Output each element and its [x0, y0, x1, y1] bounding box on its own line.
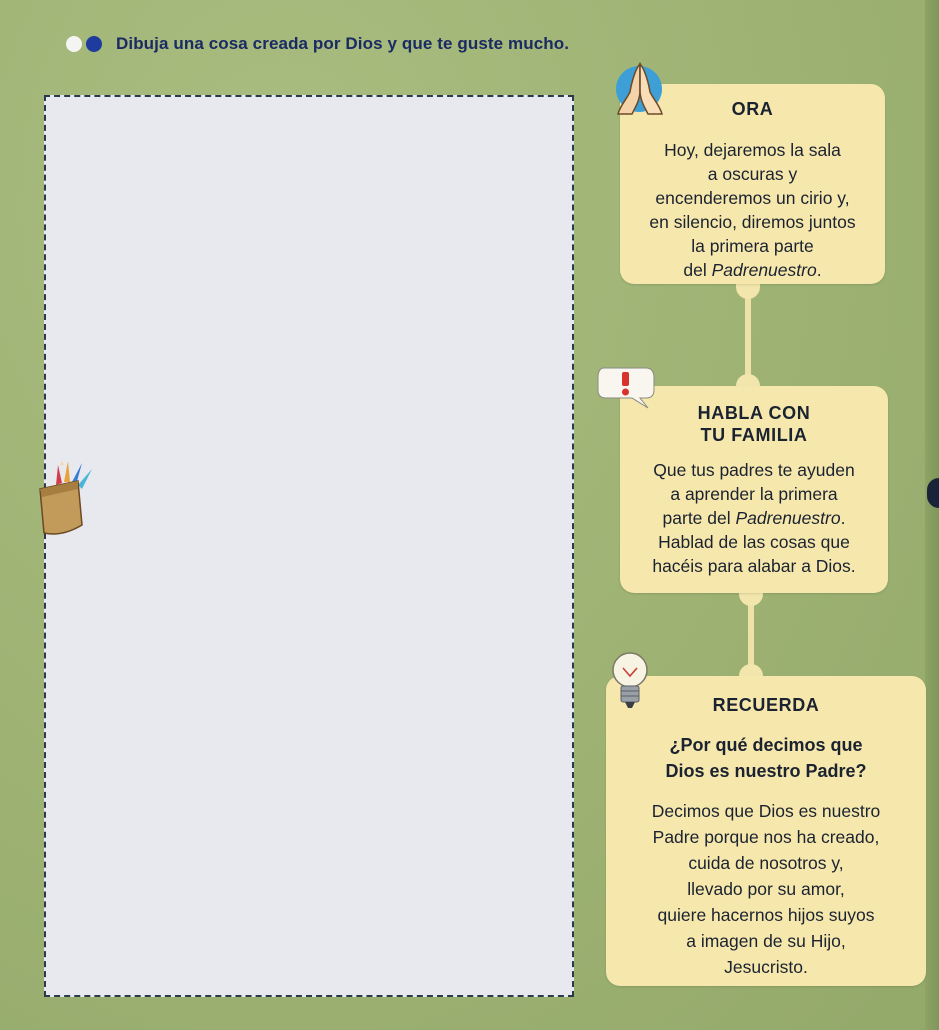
pencil-cup-icon [32, 455, 102, 540]
recuerda-body [606, 798, 926, 980]
recuerda-question-line: Dios es nuestro Padre? [665, 761, 867, 781]
habla-title-line: TU FAMILIA [700, 425, 808, 445]
recuerda-title: RECUERDA [712, 695, 820, 715]
ora-line: a oscuras y [707, 164, 798, 184]
recuerda-line: a imagen de su Hijo, [686, 931, 846, 951]
page-edge [925, 0, 939, 1030]
bullet-dot-white-icon [66, 36, 82, 52]
ora-line: la primera parte [691, 236, 814, 256]
recuerda-line: cuida de nosotros y, [688, 853, 844, 873]
habla-line: Que tus padres te ayuden [653, 460, 855, 480]
connector-knob [736, 283, 760, 299]
ora-line: del Padrenuestro. [683, 260, 822, 280]
recuerda-card [606, 676, 926, 986]
habla-line: Hablad de las cosas que [658, 532, 850, 552]
instruction-text: Dibuja una cosa creada por Dios y que te guste mucho. [116, 34, 570, 53]
praying-hands-icon [614, 60, 666, 122]
italic-word: Padrenuestro [735, 508, 841, 528]
italic-word: Padrenuestro [711, 260, 817, 280]
habla-title-line: HABLA CON [697, 403, 811, 423]
ora-body [620, 138, 885, 282]
page-tab-marker [927, 478, 939, 508]
habla-card [620, 386, 888, 593]
ora-line: en silencio, diremos juntos [649, 212, 856, 232]
ora-line: Hoy, dejaremos la sala [664, 140, 841, 160]
bullet-dot-blue-icon [86, 36, 102, 52]
recuerda-line: Decimos que Dios es nuestro [651, 801, 881, 821]
recuerda-line: Jesucristo. [724, 957, 808, 977]
lightbulb-icon [606, 650, 654, 716]
instruction [66, 30, 569, 58]
recuerda-question-line: ¿Por qué decimos que [669, 735, 863, 755]
exclamation-bubble-icon [596, 364, 658, 412]
ora-line: encenderemos un cirio y, [655, 188, 850, 208]
habla-line: hacéis para alabar a Dios. [652, 556, 856, 576]
habla-title [620, 402, 888, 446]
recuerda-line: Padre porque nos ha creado, [652, 827, 880, 847]
habla-line: parte del Padrenuestro. [662, 508, 846, 528]
recuerda-question [606, 732, 926, 784]
recuerda-line: llevado por su amor, [687, 879, 845, 899]
habla-line: a aprender la primera [670, 484, 838, 504]
drawing-area[interactable] [44, 95, 574, 997]
ora-title: ORA [731, 99, 774, 119]
recuerda-line: quiere hacernos hijos suyos [657, 905, 875, 925]
habla-body [620, 458, 888, 578]
